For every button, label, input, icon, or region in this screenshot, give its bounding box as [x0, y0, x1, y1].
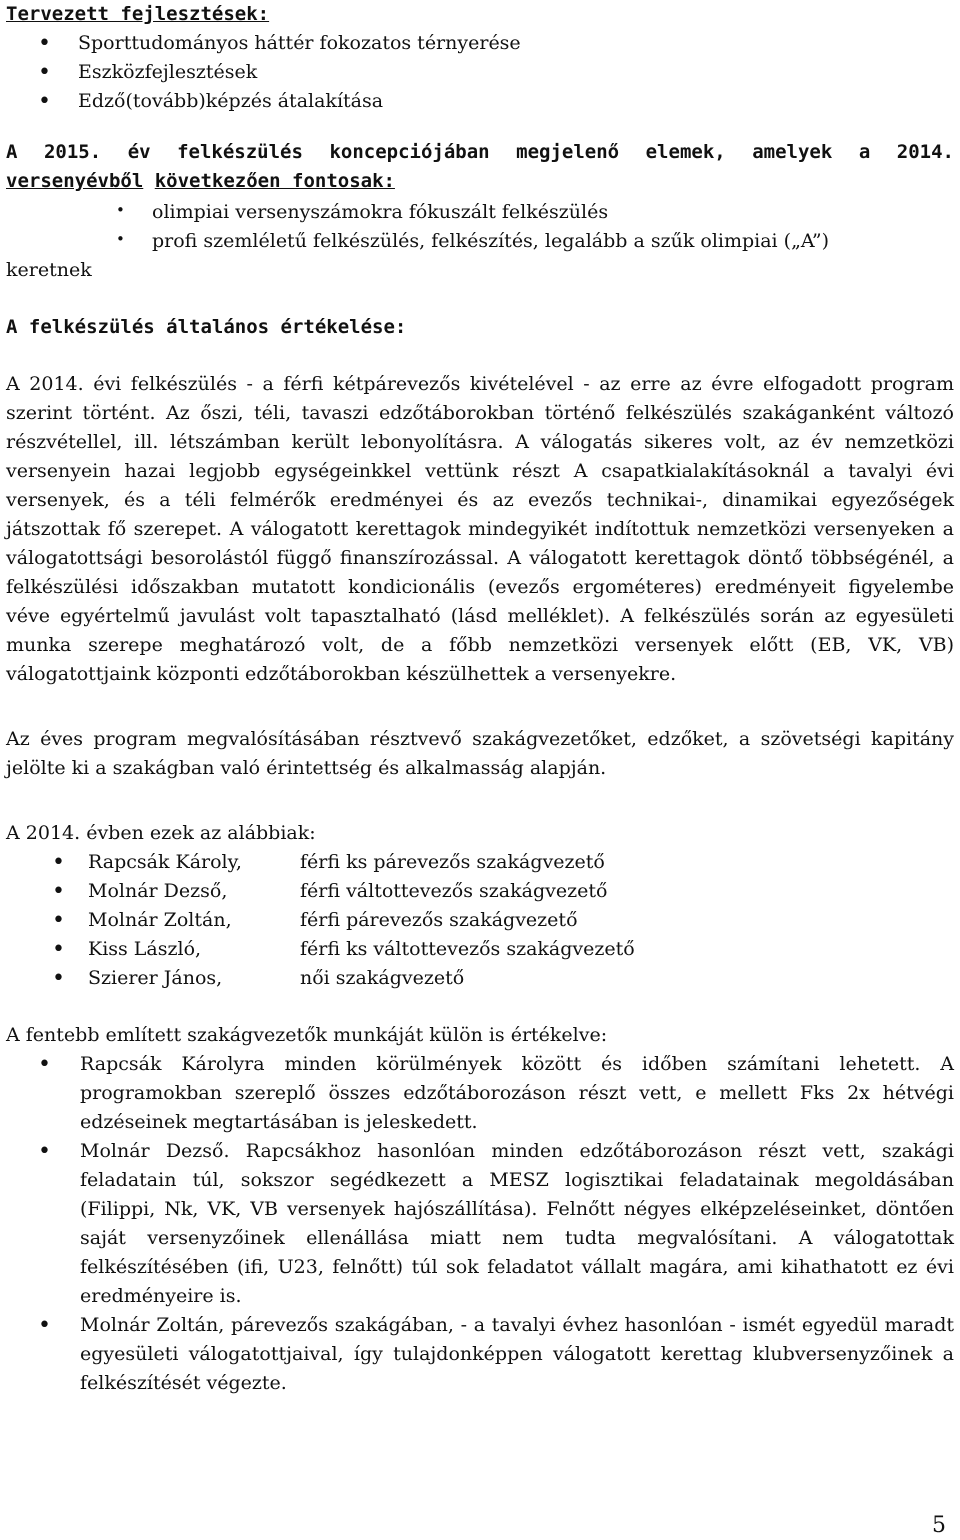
leader-item [6, 935, 954, 964]
list-item [6, 227, 954, 256]
work-intro: A fentebb említett szakágvezetők munkáját külön is értékelve: [6, 1024, 608, 1046]
planned-list [6, 29, 954, 116]
list-item-text: profi szemléletű felkészülés, felkészítés, legalább a szűk olimpiai („A”) [152, 230, 829, 252]
leader-name: • Rapcsák Károly, [88, 851, 242, 873]
concept-heading [6, 138, 954, 167]
leader-name: • Kiss László, [88, 938, 202, 960]
leader-item [6, 877, 954, 906]
leader-name: • Molnár Dezső, [88, 880, 228, 902]
work-list [6, 1050, 954, 1398]
leader-name: • Molnár Zoltán, [88, 909, 232, 931]
document-page [6, 0, 954, 1398]
leaders-intro: A 2014. évben ezek az alábbiak: [6, 822, 316, 844]
leader-role: női szakágvezető [300, 967, 465, 989]
work-item: • Rapcsák Károlyra minden körülmények között és időben számítani lehetett. A programokban szereplő összes edzőtáborozáson részt vett, e mellett Fks 2x hétvégi edzéseinek megtartásában is jeleskedett. [6, 1050, 954, 1137]
leader-name: • Szierer János, [88, 967, 223, 989]
concept-line2-part2: következően fontosak: [154, 170, 395, 192]
concept-heading-line2 [6, 167, 954, 196]
list-item: • Eszközfejlesztések [6, 58, 954, 87]
list-item: • Edző(tovább)képzés átalakítása [6, 87, 954, 116]
evaluation-paragraph: A 2014. évi felkészülés - a férfi kétpárevezős kivételével - az erre az évre elfogadott program szerint történt. Az őszi, téli, tavaszi edzőtáborokban történő felkészülés szakáganként változó részvétellel, ill. létszámban került lebonyolításra. A válogatás sikeres volt, az év nemzetközi versenyein hazai legjobb egységeinkkel vettünk részt A csapatkialakításoknál a tavalyi évi versenyek, és a téli felmérők eredményei és az evezős technikai-, dinamikai egyezőségek játszottak fő szerepet. A válogatott kerettagok mindegyikét indítottuk nemzetközi versenyeken a válogatottsági besorolástól függő finanszírozással. A válogatott kerettagok döntő többségénél, a felkészülési időszakban mutatott kondicionális (evezős ergométeres) eredményeit figyelembe véve egyértelmű javulást volt tapasztalható (lásd melléklet). A felkészülés során az egyesületi munka szerepe meghatározó volt, de a főbb nemzetközi versenyek előtt (EB, VK, VB) válogatottjaink központi edzőtáborokban készülhettek a versenyekre. [6, 373, 954, 685]
list-item: • olimpiai versenyszámokra fókuszált felkészülés [6, 198, 954, 227]
leaders-list [6, 848, 954, 993]
concept-line2-part1: versenyévből [6, 170, 144, 192]
work-item: • Molnár Dezső. Rapcsákhoz hasonlóan minden edzőtáborozáson részt vett, szakági feladatain túl, sokszor segédkezett a MESZ logisztikai feladatainak megoldásában (Filippi, Nk, VK, VB versenyek hajószállítása). Felnőtt négyes elképzeléseinket, döntően saját versenyzőinek ellenállása miatt nem tudta megvalósítani. A válogatottak felkészítésében (ifi, U23, felnőtt) túl sok feladatot vállalt magára, ami kihathatott ez évi eredményeire is. [6, 1137, 954, 1311]
leader-role: férfi ks váltottevezős szakágvezető [300, 938, 635, 960]
leader-item [6, 848, 954, 877]
program-paragraph: Az éves program megvalósításában résztvevő szakágvezetőket, edzőket, a szövetségi kapitány jelölte ki a szakágban való érintettség és alkalmasság alapján. [6, 728, 954, 779]
concept-list-continuation: keretnek [6, 259, 92, 281]
page-number: 5 [932, 1513, 946, 1538]
work-item: • Molnár Zoltán, párevezős szakágában, - a tavalyi évhez hasonlóan - ismét egyedül maradt egyesületi válogatottjaival, így tulajdonképpen válogatott kerettag klubversenyzőinek a felkészítését végezte. [6, 1311, 954, 1398]
leader-role: férfi váltottevezős szakágvezető [300, 880, 608, 902]
leader-item [6, 906, 954, 935]
leader-role: férfi ks párevezős szakágvezető [300, 851, 605, 873]
leader-item [6, 964, 954, 993]
planned-title-text: Tervezett fejlesztések: [6, 3, 270, 25]
concept-line1: A 2015. év felkészülés koncepciójában megjelenő elemek, amelyek a 2014. [6, 141, 954, 163]
evaluation-title: A felkészülés általános értékelése: [6, 316, 407, 338]
leader-role: férfi párevezős szakágvezető [300, 909, 578, 931]
list-item: • Sporttudományos háttér fokozatos térnyerése [6, 29, 954, 58]
planned-title [6, 0, 954, 29]
concept-list [6, 196, 954, 256]
